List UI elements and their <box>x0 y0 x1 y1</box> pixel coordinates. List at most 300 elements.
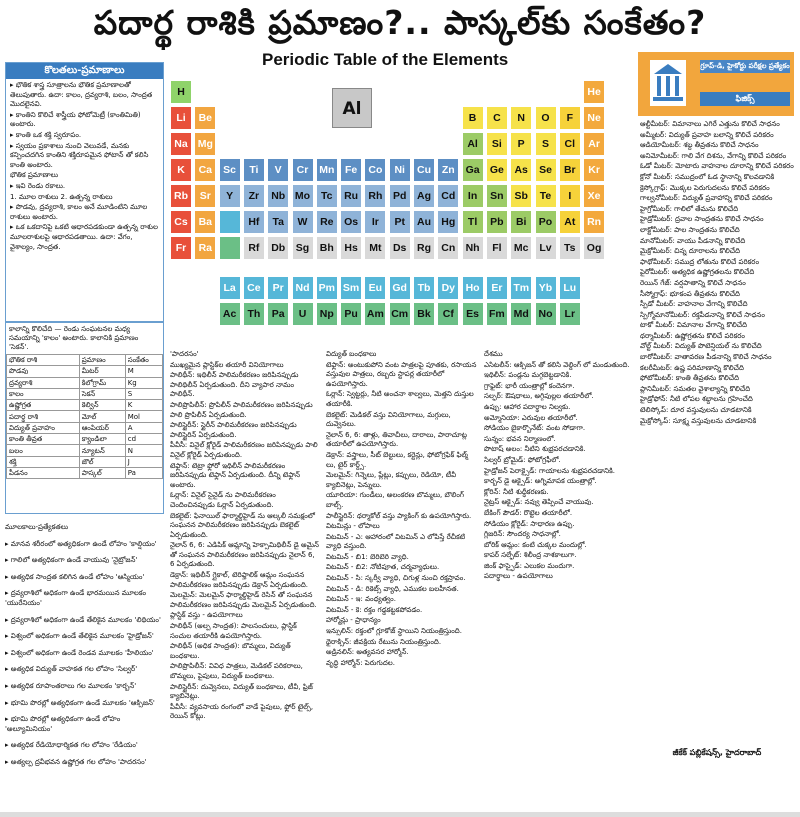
element-ra: Ra <box>194 236 216 260</box>
plastics-column <box>170 350 320 812</box>
element-mt: Mt <box>364 236 386 260</box>
element-zn: Zn <box>437 158 459 182</box>
intro-paragraph: ▸ కాంతిని కొలిచే శాస్త్రీయ ఫోటోమెట్రీ (కాంతిమితి) అంటారు. <box>10 110 141 129</box>
plastic-item: నైలాన్ 6, 6: ఎడిపిక్ ఆమ్లాన్ని హెక్సామిథిలీన్ డై అమైన్ తో సంఘనన పాలిమరీకరణం జరిపినప్పుడు నైలాన్ 6, 6 ఏర్పడుతుంది. <box>170 541 319 569</box>
fact-item: ▸ అత్యధిక సాంద్రత కలిగిన ఉండే లోహం 'ఆస్మియం' <box>5 572 145 581</box>
instrument-item: స్పిగ్మోమానోమీటర్: రక్తపీడనాన్ని కొలిచే సాధనం <box>640 310 765 319</box>
element-ar: Ar <box>583 132 605 156</box>
substance-item: బేకింగ్ పౌడర్: రొట్టెల తయారీలో. <box>484 508 573 517</box>
units-table-cell: కిలోగ్రామ్ <box>79 377 125 388</box>
element-lv: Lv <box>535 236 557 260</box>
element-sn: Sn <box>486 184 508 208</box>
plastic-item: ఓర్లాన్: వినైల్ సైనైడ్ ను పాలిమరీకరణం చెందించినప్పుడు ఓర్లాన్ ఏర్పడుతుంది. <box>170 491 276 509</box>
substance-item: ఎసిటలీన్: ఆక్సిజన్ తో కలిసి వెల్డింగ్ లో మండుతుంది. <box>484 360 630 369</box>
intro-paragraph: 1. మూల రాశులు 2. ఉత్పన్న రాశులు <box>10 192 113 201</box>
element-placeholder <box>219 210 241 234</box>
element-nd: Nd <box>292 276 314 300</box>
element-re: Re <box>316 210 338 234</box>
instrument-item: పైరోమీటర్: అత్యధిక ఉష్ణోగ్రతలను కొలిచేది <box>640 268 755 277</box>
units-table-cell: M <box>125 366 162 377</box>
intro-paragraph: భౌతిక ప్రమాణాలు <box>10 171 58 180</box>
instrument-item: టెలిస్కోప్: దూర వస్తువులను చూడటానికి <box>640 406 752 415</box>
element-na: Na <box>170 132 192 156</box>
substance-item: ఇథిలీన్: పండ్లను మగ్గబెట్టడానికి. <box>484 371 572 380</box>
element-f: F <box>559 106 581 130</box>
footer-credit: జీకేక్ పబ్లికేషన్స్, హైదరాబాద్ <box>672 748 762 757</box>
substance-item: సల్ఫర్: ఔషధాలు, అగ్గిపుల్లల తయారీలో. <box>484 392 594 401</box>
element-ta: Ta <box>267 210 289 234</box>
element-pb: Pb <box>486 210 508 234</box>
units-table-cell: Mol <box>125 411 162 422</box>
element-fr: Fr <box>170 236 192 260</box>
element-pm: Pm <box>316 276 338 300</box>
substance-item: కాపర్ సల్ఫేట్: శిలీంద్ర నాశకాలుగా. <box>484 551 577 560</box>
element-dy: Dy <box>437 276 459 300</box>
bottom-strip <box>0 812 800 817</box>
element-li: Li <box>170 106 192 130</box>
element-pu: Pu <box>340 302 362 326</box>
substance-item: బోరిక్ ఆమ్లం: కంటి చుక్కల మందుల్లో. <box>484 540 587 549</box>
substance-item: హైడ్రోజన్ పెరాక్సైడ్: గాయాలను శుభ్రపరచడానికి. <box>484 466 615 475</box>
element-rf: Rf <box>243 236 265 260</box>
units-table-cell: పాస్కల్ <box>79 467 125 478</box>
element-mg: Mg <box>194 132 216 156</box>
vitamin-item: విటమిన్ - బి1: బెరిబెరి వ్యాధి. <box>326 552 409 561</box>
subject-label: ఫిజిక్స్ <box>700 92 790 106</box>
substance-item: గ్లిజరిన్: సౌందర్య సాధనాల్లో. <box>484 530 561 539</box>
element-cr: Cr <box>292 158 314 182</box>
element-pt: Pt <box>389 210 411 234</box>
plastic-item: ప్లాస్టిక్ వస్తు - ఉపయోగాలు <box>170 611 243 620</box>
substance-item: సోడియం క్లోరైడ్: సాధారణ ఉప్పు. <box>484 519 575 528</box>
element-p: P <box>510 132 532 156</box>
element-te: Te <box>535 184 557 208</box>
element-eu: Eu <box>364 276 386 300</box>
units-table-cell: ద్రవ్యరాశి <box>7 377 80 388</box>
substance-item: సున్నం: భవన నిర్మాణంలో. <box>484 434 556 443</box>
element-ti: Ti <box>243 158 265 182</box>
plastic-item: పాలిస్టైరీన్: స్టైరీన్ పాలిమరీకరణం జరిపినప్పుడు పాలిస్టైరిన్ ఏర్పడుతుంది. <box>170 421 297 439</box>
element-np: Np <box>316 302 338 326</box>
element-sc: Sc <box>219 158 241 182</box>
plastic-item: పాలిస్టైరీన్: దువ్వెనలు, విద్యుత్ బంధకాలు, టీవీ, ఫ్రిజ్ క్యాబినెట్లు. <box>170 682 313 701</box>
fact-item: మూలకాలు-ప్రత్యేకతలు <box>5 523 69 531</box>
element-co: Co <box>364 158 386 182</box>
fact-item: ▸ మానవ శరీరంలో అత్యధికంగా ఉండే లోహం 'కాల్షియం' <box>5 539 157 548</box>
intro-paragraph: ▸ ఒక ఒకదానిపై ఒకటి ఆధారపడకుండా ఉత్పన్న రాశుల మూలరాశులపై ఆధారపడతాయి. ఉదా: వేగం, వైశాల్యం, సాంద్రత. <box>10 223 158 251</box>
vitamin-item: విటమిన్ - ఎ: ఆహారంలో విటమిన్ ఎ లోపిస్తే రేచీకటి వ్యాధి వస్తుంది. <box>326 532 466 551</box>
headline: పదార్థ రాశికి ప్రమాణం?.. పాస్కల్‌కు సంకేతం? <box>93 3 707 42</box>
element-hf: Hf <box>243 210 265 234</box>
plastic-item: పీవీసీ: వ్యవసాయ రంగంలో వాడే పైపులు, ఫ్లోర్ టైల్స్, రెయిన్ కోట్లు. <box>170 702 314 721</box>
instrument-item: క్రెస్కోగ్రాఫ్: మొక్కల పెరుగుదలను కొలిచే పరికరం <box>640 183 770 192</box>
vitamin-item: విటమిన్ - సి: స్కర్వీ వ్యాధి, చిగుళ్ల నుంచి రక్తస్రావం. <box>326 574 466 583</box>
units-table-cell: జౌల్ <box>79 456 125 467</box>
substances-column <box>484 350 634 812</box>
element-og: Og <box>583 236 605 260</box>
instrument-item: లాక్టోమీటర్: పాల సాంద్రతను కొలిచేది <box>640 225 740 234</box>
units-table-cell: కాలం <box>7 388 80 399</box>
element-fe: Fe <box>340 158 362 182</box>
plastic-item: పీవీసీ: వినైల్ క్లోరైడ్ పాలిమరీకరణం జరిపినప్పుడు పాలి వినైల్ క్లోరైడ్ ఏర్పడుతుంది. <box>170 441 318 459</box>
vitamin-item: ఇన్సులిన్: రక్తంలో గ్లూకోజ్ స్థాయిని నియంత్రిస్తుంది. <box>326 627 462 636</box>
fact-item: ▸ అత్యధిక రేడియోధార్మికత గల లోహం 'రేడియం' <box>5 741 138 750</box>
instruments-column <box>640 120 795 748</box>
units-table-row <box>7 377 163 388</box>
element-i: I <box>559 184 581 208</box>
element-pd: Pd <box>389 184 411 208</box>
element-at: At <box>559 210 581 234</box>
intro-paragraph: ▸ పొడవు, ద్రవ్యరాశి, కాలం అనే మూడింటిని మూల రాశులు అంటారు. <box>10 203 148 221</box>
element-sr: Sr <box>194 184 216 208</box>
vitamin-item: విటమిన్ - బి2: నోటిపూత, చర్మవ్యాధులు. <box>326 563 440 572</box>
element-in: In <box>462 184 484 208</box>
elements-facts-column <box>5 516 162 812</box>
element-mn: Mn <box>316 158 338 182</box>
substance-item: క్లోరిన్: నీటి శుద్ధీకరణకు. <box>484 487 549 496</box>
instrument-item: ఫోటోమీటర్: కాంతి తీవ్రతను కొలిచేది <box>640 374 740 383</box>
element-es: Es <box>462 302 484 326</box>
substance-item: సోడియం బైకార్బొనేట్: వంట సోడాగా. <box>484 424 586 433</box>
instrument-item: సీస్మోగ్రాఫ్: భూకంప తీవ్రతను కొలిచేది <box>640 289 740 298</box>
instrument-item: మైక్రోస్కోప్: సూక్ష్మ వస్తువులను చూడటానికి <box>640 416 757 425</box>
fact-item: ▸ అత్యధిక విద్యుత్ వాహకత గల లోహం 'సిల్వర్' <box>5 665 138 674</box>
units-table-cell: ఆంపియర్ <box>79 422 125 433</box>
units-table-cell: న్యూటన్ <box>79 445 125 456</box>
plastic-item: మెలమైన్: మెలమైన్ ఫార్మాల్డిహైడ్ రెసిన్ తో సంఘనన పాలిమరీకరణం జరిపినప్పుడు మెలమైన్ ఏర్పడుతుంది. <box>170 591 317 609</box>
element-o: O <box>535 106 557 130</box>
element-key-sample: Al <box>332 88 372 128</box>
element-er: Er <box>486 276 508 300</box>
instrument-item: ప్లానిమీటర్: సమతల వైశాల్యాన్ని కొలిచేది <box>640 384 751 393</box>
element-nb: Nb <box>267 184 289 208</box>
instrument-item: హైగ్రోమీటర్: గాలిలో తేమను కొలిచేది <box>640 204 739 213</box>
element-br: Br <box>559 158 581 182</box>
units-table-header-cell: ప్రమాణం <box>79 355 125 366</box>
element-u: U <box>292 302 314 326</box>
element-n: N <box>510 106 532 130</box>
units-table-header <box>7 355 163 366</box>
element-fl: Fl <box>486 236 508 260</box>
element-au: Au <box>413 210 435 234</box>
plastic-item: 'పాదరసం' <box>170 350 199 358</box>
vitamin-item: నైలాన్ 6, 6: తాళ్లు, తివాచీలు, దారాలు, పారాచూట్ల తయారీలో ఉపయోగిస్తారు. <box>326 430 468 449</box>
element-s: S <box>535 132 557 156</box>
vitamin-item: థైరాక్సిన్: జీవక్రియ రేటును నియంత్రిస్తుంది. <box>326 637 442 646</box>
element-as: As <box>510 158 532 182</box>
element-am: Am <box>364 302 386 326</box>
element-md: Md <box>510 302 532 326</box>
element-ce: Ce <box>243 276 265 300</box>
element-al: Al <box>462 132 484 156</box>
plastic-item: పాలిప్రొపిలీన్: ప్రొపిలీన్ పాలిమరీకరణం జరిపినప్పుడు పాలి ప్రొపిలీన్ ఏర్పడుతుంది. <box>170 400 313 419</box>
element-mo: Mo <box>292 184 314 208</box>
element-ir: Ir <box>364 210 386 234</box>
units-table-cell: S <box>125 388 162 399</box>
substance-item: దేశము <box>484 350 503 358</box>
element-ba: Ba <box>194 210 216 234</box>
instrument-item: ఆల్టీమీటర్: విమానాలు ఎగిరే ఎత్తును కొలిచే సాధనం <box>640 120 780 128</box>
element-th: Th <box>243 302 265 326</box>
plastic-item: ముఖ్యమైన ప్లాస్టిక్‌ల తయారీ వినియోగాలు <box>170 360 284 369</box>
periodic-table <box>170 66 630 341</box>
element-k: K <box>170 158 192 182</box>
units-intro-box <box>5 62 164 322</box>
element-fm: Fm <box>486 302 508 326</box>
element-rh: Rh <box>364 184 386 208</box>
element-hs: Hs <box>340 236 362 260</box>
element-cl: Cl <box>559 132 581 156</box>
instrument-item: స్పీడో మీటర్: వాహనాల వేగాన్ని కొలిచేది <box>640 300 748 309</box>
fact-item: ▸ ద్రవ్యరాశిలో అధికంగా ఉండే భారమయిన మూలకం 'యురేనియం' <box>5 589 147 607</box>
element-sg: Sg <box>292 236 314 260</box>
vitamin-item: డెక్రాన్: వస్త్రాలు, సీట్ బెల్టులు, కర్టెన్లు, ఫోటోగ్రఫిక్ ఫిల్మ్ లు, టైర్ కార్డ్స్. <box>326 450 468 469</box>
substance-item: అమ్మోనియా: ఎరువుల తయారీలో. <box>484 413 578 422</box>
vitamin-item: పాలీస్టైరిన్: థర్మాకోల్ వస్తు ప్యాకింగ్ కు ఉపయోగిస్తారు. <box>326 511 472 520</box>
units-table-cell: కెల్విన్ <box>79 400 125 411</box>
element-hg: Hg <box>437 210 459 234</box>
plastic-item: టెఫ్లాన్: టెట్రా ఫ్లోరో ఇథిలీన్ పాలిమరీకరణం జరిపినప్పుడు టెఫ్లాన్ ఏర్పడుతుంది. దీన్ని టెఫ్లాన్ అంటారు. <box>170 461 301 489</box>
element-w: W <box>292 210 314 234</box>
element-pa: Pa <box>267 302 289 326</box>
vitamins-column <box>326 350 478 812</box>
element-ga: Ga <box>462 158 484 182</box>
element-tm: Tm <box>510 276 532 300</box>
instrument-item: హైడ్రోఫోన్: నీటి లోపల శబ్దాలను గ్రహించేది <box>640 395 753 404</box>
element-se: Se <box>535 158 557 182</box>
substance-item: గ్రాఫైట్: భారీ యంత్రాల్లో కందెనగా. <box>484 381 575 390</box>
substance-item: ఉప్పు: ఆహార పదార్థాల నిల్వకు. <box>484 402 571 411</box>
element-placeholder <box>219 236 241 260</box>
vitamin-item: మెలమైన్: గిన్నెలు, ప్లేట్లు, కప్పులు, రెడియో, టీవీ క్యాబినెట్లు, పెన్నులు. <box>326 471 457 489</box>
plastic-item: బెకలైట్: ఫినాయిల్ ఫార్మాల్డిహైడ్ ను ఆల్కలీ సమక్షంలో సంఘనన పాలిమరీకరణం జరిపినప్పుడు బెకలైట్ ఏర్పడుతుంది. <box>170 511 316 539</box>
intro-paragraph: ▸ భౌతిక శాస్త్ర సూత్రాలను భౌతిక ప్రమాణాలతో తెలుపుతారు. ఉదా: కాలం, ద్రవ్యరాశి, బలం, సాంద్రత మొదలైనవి. <box>10 81 153 109</box>
instrument-item: థర్మామీటర్: ఉష్ణోగ్రతను కొలిచే పరికరం <box>640 331 745 340</box>
instrument-item: ఓడో మీటర్: మోటారు వాహనాల దూరాన్ని కొలిచే పరికరం <box>640 162 794 171</box>
vitamin-item: యూరియా: గుండీలు, అలంకరణ బొమ్మలు, బౌలింగ్ బాల్స్. <box>326 491 464 509</box>
instrument-item: హైడ్రోమీటర్: ద్రవాల సాంద్రతను కొలిచే సాధనం <box>640 215 764 224</box>
element-cu: Cu <box>413 158 435 182</box>
fact-item: ▸ అత్యల్ప ద్రవీభవన ఉష్ణోగ్రత గల లోహం 'పాదరసం' <box>5 757 147 766</box>
instrument-item: మానోమీటర్: వాయు పీడనాన్ని కొలిచేది <box>640 236 746 245</box>
element-cs: Cs <box>170 210 192 234</box>
element-rb: Rb <box>170 184 192 208</box>
units-table-header-cell: భౌతిక రాశి <box>7 355 80 366</box>
element-he: He <box>583 80 605 104</box>
element-mc: Mc <box>510 236 532 260</box>
element-sb: Sb <box>510 184 532 208</box>
element-kr: Kr <box>583 158 605 182</box>
element-cn: Cn <box>437 236 459 260</box>
fact-item: ▸ విశ్వంలో అధికంగా ఉండే రెండవ మూలకం 'హీలియం' <box>5 648 154 657</box>
substance-item: సిల్వర్ బ్రోమైడ్: ఫోటోగ్రఫీలో. <box>484 455 561 464</box>
instrument-item: కలరీమీటర్: ఉష్ణ పరిమాణాన్ని కొలిచేది <box>640 363 744 372</box>
exam-badge: గ్రూప్-డి, హైకోర్టు పరీక్షల ప్రత్యేకం <box>700 60 790 73</box>
instrument-item: గాల్వనోమీటర్: విద్యుత్ ప్రవాహాన్ని కొలిచే పరికరం <box>640 194 773 203</box>
instrument-item: క్రోనో మీటర్: సముద్రంలో ఓడ స్థానాన్ని కొలవడానికి <box>640 172 775 181</box>
element-be: Be <box>194 106 216 130</box>
units-table-body <box>7 366 163 479</box>
element-no: No <box>535 302 557 326</box>
units-table-cell: cd <box>125 434 162 445</box>
units-table-cell: క్యాండిలా <box>79 434 125 445</box>
element-si: Si <box>486 132 508 156</box>
element-cd: Cd <box>437 184 459 208</box>
fact-item: ▸ అత్యధిక రూపాంతరాలు గల మూలకం 'కార్బన్' <box>5 681 137 690</box>
substance-item: కార్బన్ డై ఆక్సైడ్: అగ్నిమాపక యంత్రాల్లో. <box>484 477 597 486</box>
element-ds: Ds <box>389 236 411 260</box>
units-table-row <box>7 467 163 478</box>
units-table-caption: కాలాన్ని కొలిచేది — రెండు సంఘటనల మధ్య సమయాన్ని 'కాలం' అంటారు. కాలానికి ప్రమాణం 'సెకన్'. <box>9 325 139 351</box>
element-ca: Ca <box>194 158 216 182</box>
units-table <box>6 354 163 479</box>
element-rn: Rn <box>583 210 605 234</box>
vitamin-item: హార్మోన్లు - ప్రాధాన్యం <box>326 616 381 625</box>
element-ac: Ac <box>219 302 241 326</box>
element-la: La <box>219 276 241 300</box>
instrument-item: అమ్మీటర్: విద్యుత్ ప్రవాహ బలాన్ని కొలిచే పరికరం <box>640 130 774 139</box>
element-ni: Ni <box>389 158 411 182</box>
units-table-row <box>7 456 163 467</box>
element-cf: Cf <box>437 302 459 326</box>
element-tb: Tb <box>413 276 435 300</box>
element-pr: Pr <box>267 276 289 300</box>
element-bi: Bi <box>510 210 532 234</box>
vitamin-item: విటమిన్ - ఇ: వంధ్యత్వం. <box>326 595 396 604</box>
units-table-cell: Kg <box>125 377 162 388</box>
units-table-header-cell: సంకేతం <box>125 355 162 366</box>
units-table-cell: విద్యుత్ ప్రవాహం <box>7 422 80 433</box>
units-table-row <box>7 388 163 399</box>
exam-header-panel <box>638 52 794 116</box>
units-intro-text <box>6 79 163 255</box>
element-yb: Yb <box>535 276 557 300</box>
intro-paragraph: ▸ స్వయం ప్రకాశాలు నుంచి వెలువడే, మనకు కన్పించదగిన కాంతిని శక్తిరూపమైన ఫోటాన్ తో కలిసి కాంతి అంటారు. <box>10 141 149 169</box>
element-bh: Bh <box>316 236 338 260</box>
units-table-cell: శక్తి <box>7 456 80 467</box>
instrument-item: అనిమోమీటర్: గాలి వేగ దిశను, వేగాన్ని కొలిచే పరికరం <box>640 151 787 160</box>
vitamin-item: విటమిన్ - డి: రికెట్స్ వ్యాధి, ఎముకల బలహీనత. <box>326 584 459 593</box>
units-table-cell: సెకన్ <box>79 388 125 399</box>
building-icon <box>650 60 686 106</box>
units-table-cell: మీటర్ <box>79 366 125 377</box>
fact-item: ▸ భూమి పొరల్లో అత్యధికంగా ఉండే మూలకం 'ఆక్సిజన్' <box>5 698 155 707</box>
element-os: Os <box>340 210 362 234</box>
fact-item: ▸ ద్రవ్యరాశిలో అధికంగా ఉండే తేలికైన మూలకం 'లిథియం' <box>5 615 161 624</box>
intro-paragraph: ▸ కాంతి ఒక శక్తి స్వరూపం. <box>10 130 82 139</box>
vitamin-item: ఓర్లాన్: స్వెట్టర్లు, నీటి అంచనా శాల్వలు, మెత్తని దుస్తుల తయారీకి. <box>326 390 474 408</box>
element-ag: Ag <box>413 184 435 208</box>
element-lu: Lu <box>559 276 581 300</box>
units-table-row <box>7 411 163 422</box>
units-table-cell: J <box>125 456 162 467</box>
plastic-item: పాలిథీన్ (అధిక సాంద్రత): బొమ్మలు, విద్యుత్ బంధకాలు. <box>170 642 291 660</box>
element-nh: Nh <box>462 236 484 260</box>
units-table-cell: బలం <box>7 445 80 456</box>
element-db: Db <box>267 236 289 260</box>
element-gd: Gd <box>389 276 411 300</box>
vitamin-item: అడ్రినలిన్: అత్యవసర హార్మోన్. <box>326 648 409 657</box>
units-table-row <box>7 400 163 411</box>
element-ts: Ts <box>559 236 581 260</box>
instrument-item: ఫాథోమీటర్: సముద్ర లోతును కొలిచే పరికరం <box>640 257 759 266</box>
element-tc: Tc <box>316 184 338 208</box>
element-sm: Sm <box>340 276 362 300</box>
element-c: C <box>486 106 508 130</box>
units-table-cell: A <box>125 422 162 433</box>
plastic-item: పాలిథీన్ (అల్ప సాంద్రత): పాలసంచులు, ప్లాస్టిక్ సంచుల తయారీకి ఉపయోగిస్తారు. <box>170 622 297 640</box>
units-table-cell: ఉష్ణోగ్రత <box>7 400 80 411</box>
element-ru: Ru <box>340 184 362 208</box>
element-bk: Bk <box>413 302 435 326</box>
instrument-item: బారోమీటర్: వాతావరణ పీడనాన్ని కొలిచే సాధనం <box>640 353 772 362</box>
vitamin-item: విద్యుత్ బంధకాలు <box>326 350 377 358</box>
fact-item: ▸ భూమి పొరల్లో అత్యధికంగా ఉండే లోహం 'అల్యూమినియం' <box>5 715 121 733</box>
units-table-cell: Pa <box>125 467 162 478</box>
instrument-item: టాకో మీటర్: విమానాల వేగాన్ని కొలిచేది <box>640 321 748 330</box>
fact-item: ▸ విశ్వంలో అధికంగా ఉండే తేలికైన మూలకం 'హైడ్రోజన్' <box>5 632 154 641</box>
fact-item: ▸ గాలిలో అత్యధికంగా ఉండే వాయువు 'నైట్రోజన్' <box>5 556 138 565</box>
units-table-row <box>7 422 163 433</box>
plastic-item: డెక్రాన్: ఇథిలీన్ గ్లైకాల్, టెరిఫ్తాలిక్ ఆమ్లం సంఘనన పాలిమరీకరణం జరిపినప్పుడు డెక్రాన్ ఏర్పడుతుంది. <box>170 571 308 589</box>
vitamin-item: టెఫ్లాన్: అంటుకుపోని వంట పాత్రలపై పూతకు, రసాయన వస్తువుల పాత్రలు, రబ్బరు స్టాపర్ల తయారీలో ఉపయోగిస్తారు. <box>326 360 477 388</box>
element-xe: Xe <box>583 184 605 208</box>
element-zr: Zr <box>243 184 265 208</box>
units-intro-heading: కొలతలు-ప్రమాణాలు <box>6 63 163 79</box>
vitamin-item: బెకలైట్: మెడికల్ వస్తు వినియోగాలు, మగ్గులు, దువ్వెనలు. <box>326 410 451 429</box>
element-h: H <box>170 80 192 104</box>
units-table-row <box>7 445 163 456</box>
units-table-box <box>5 322 164 514</box>
element-tl: Tl <box>462 210 484 234</box>
instrument-item: రెయిన్ గేజ్: వర్షపాతాన్ని కొలిచే సాధనం <box>640 278 746 287</box>
element-ho: Ho <box>462 276 484 300</box>
units-table-cell: K <box>125 400 162 411</box>
element-ne: Ne <box>583 106 605 130</box>
substance-item: పదార్థాలు - ఉపయోగాలు <box>484 572 553 581</box>
intro-paragraph: ▸ ఇవి రెండు రకాలు. <box>10 181 66 190</box>
units-table-cell: కాంతి తీవ్రత <box>7 434 80 445</box>
substance-item: జింక్ ఫాస్ఫైడ్: ఎలుకల మందుగా. <box>484 561 575 570</box>
plastic-item: పాలిప్రొపిలీన్: వివిధ పాత్రలు, మెడికల్ పరికరాలు, బొమ్మలు, పైపులు, విద్యుత్ బంధకాలు. <box>170 662 303 680</box>
units-table-cell: పొడవు <box>7 366 80 377</box>
instrument-item: ఆడియోమీటర్: శబ్ద తీవ్రతను కొలిచే సాధనం <box>640 141 759 150</box>
element-lr: Lr <box>559 302 581 326</box>
substance-item: నైట్రస్ ఆక్సైడ్: నవ్వు తెప్పించే వాయువు. <box>484 498 594 507</box>
element-y: Y <box>219 184 241 208</box>
element-v: V <box>267 158 289 182</box>
periodic-table-title: Periodic Table of the Elements <box>262 50 509 69</box>
element-po: Po <box>535 210 557 234</box>
element-ge: Ge <box>486 158 508 182</box>
units-table-row <box>7 434 163 445</box>
instrument-item: మైక్రోమీటర్: చిన్న దూరాలను కొలిచేది <box>640 247 741 256</box>
element-cm: Cm <box>389 302 411 326</box>
vitamin-item: విటమిన్లు - లోపాలు <box>326 522 380 531</box>
substance-item: పొటాష్ అలం: నీటిని శుభ్రపరచడానికి. <box>484 445 586 454</box>
vitamin-item: విటమిన్ - కె: రక్తం గడ్డకట్టకపోవడం. <box>326 605 423 614</box>
units-table-cell: N <box>125 445 162 456</box>
element-rg: Rg <box>413 236 435 260</box>
units-table-cell: పదార్థ రాశి <box>7 411 80 422</box>
vitamin-item: వృద్ధి హార్మోన్: పెరుగుదల. <box>326 658 395 667</box>
units-table-cell: మోల్ <box>79 411 125 422</box>
units-table-row <box>7 366 163 377</box>
plastic-item: పాలిథీన్: ఇథిలీన్ పాలిమరీకరణం జరిపినప్పుడు పాలిథిలీన్ ఏర్పడుతుంది. దీని వ్యాపార నామం పాలిథీన్. <box>170 371 299 399</box>
units-table-cell: పీడనం <box>7 467 80 478</box>
element-b: B <box>462 106 484 130</box>
instrument-item: వోల్ట్ మీటర్: విద్యుత్ పొటెన్షియల్ ను కొలిచేది <box>640 342 762 351</box>
